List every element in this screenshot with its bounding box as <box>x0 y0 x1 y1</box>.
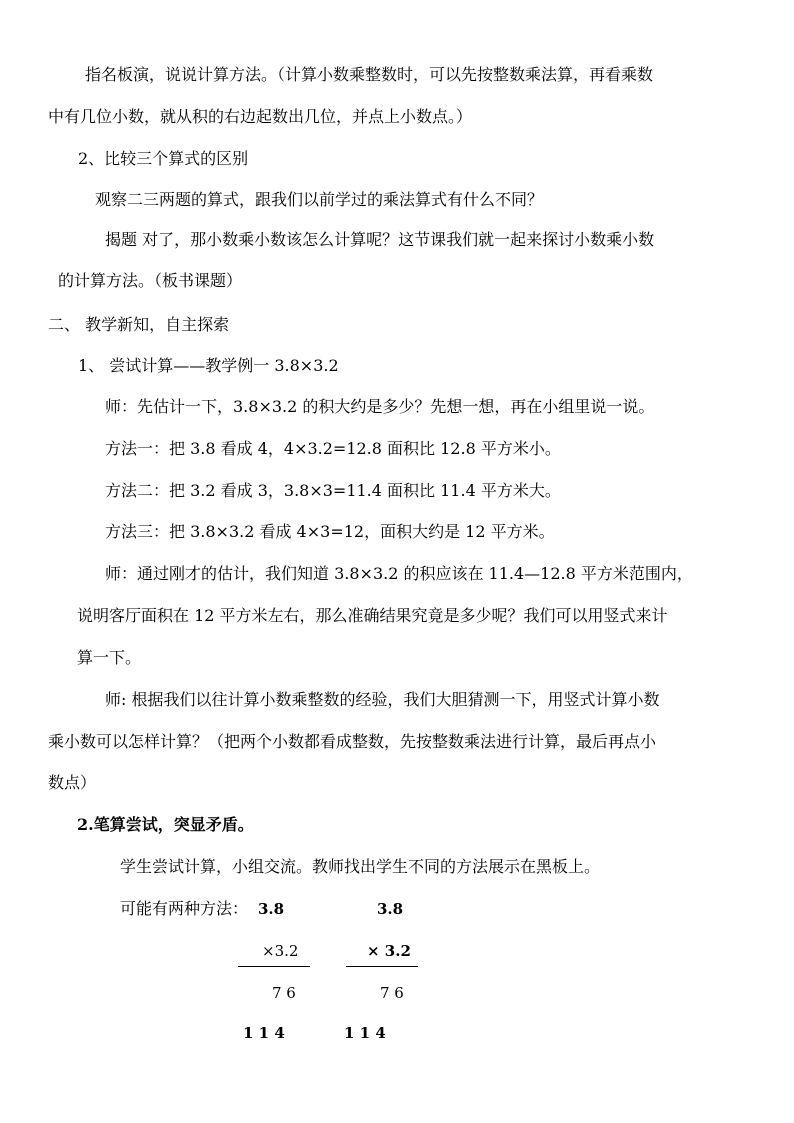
item-2-heading: 2.笔算尝试，突显矛盾。 <box>77 815 254 834</box>
calc-b-partial-1: 7 6 <box>380 984 404 1002</box>
paragraph-4-line-1: 揭题 对了，那小数乘小数该怎么计算呢？这节课我们就一起来探讨小数乘小数 <box>105 230 655 249</box>
possible-methods-label: 可能有两种方法： <box>120 899 249 918</box>
teacher-paragraph-2-line-1: 师：通过刚才的估计，我们知道 3.8×3.2 的积应该在 11.4—12.8 平方米范围内， <box>105 564 693 583</box>
calc-a-underline <box>238 966 310 967</box>
paragraph-3: 观察二三两题的算式，跟我们以前学过的乘法算式有什么不同？ <box>95 190 544 209</box>
teacher-paragraph-3-line-2: 乘小数可以怎样计算？（把两个小数都看成整数，先按整数乘法进行计算，最后再点小 <box>48 732 657 751</box>
calc-b-partial-2: 1 1 4 <box>344 1024 386 1042</box>
student-activity: 学生尝试计算，小组交流。教师找出学生不同的方法展示在黑板上。 <box>120 857 601 876</box>
method-2: 方法二：把 3.2 看成 3，3.8×3=11.4 面积比 11.4 平方米大。 <box>105 481 561 500</box>
paragraph-1-line-2: 中有几位小数，就从积的右边起数出几位，并点上小数点。） <box>48 107 473 126</box>
calc-a-multiplicand: 3.8 <box>258 900 285 918</box>
paragraph-4-line-2: 的计算方法。（板书课题） <box>58 271 243 290</box>
item-1-heading: 1、 尝试计算——教学例一 3.8×3.2 <box>78 356 339 375</box>
calc-a-partial-1: 7 6 <box>272 984 296 1002</box>
paragraph-1-line-1: 指名板演，说说计算方法。（计算小数乘整数时，可以先按整数乘法算，再看乘数 <box>85 65 654 84</box>
calc-a-multiplier: ×3.2 <box>262 942 299 960</box>
calc-b-multiplicand: 3.8 <box>377 900 404 918</box>
teacher-paragraph-2-line-3: 算一下。 <box>77 648 142 667</box>
teacher-paragraph-3-line-3: 数点） <box>48 773 97 792</box>
calc-a-partial-2: 1 1 4 <box>243 1024 285 1042</box>
paragraph-2-heading: 2、比较三个算式的区别 <box>78 149 249 168</box>
teacher-paragraph-2-line-2: 说明客厅面积在 12 平方米左右，那么准确结果究竟是多少呢？我们可以用竖式来计 <box>77 606 668 625</box>
section-2-heading: 二、 教学新知，自主探索 <box>48 315 230 334</box>
teacher-question-1: 师：先估计一下，3.8×3.2 的积大约是多少？先想一想，再在小组里说一说。 <box>105 397 655 416</box>
method-1: 方法一：把 3.8 看成 4，4×3.2=12.8 面积比 12.8 平方米小。 <box>105 439 561 458</box>
method-3: 方法三：把 3.8×3.2 看成 4×3=12，面积大约是 12 平方米。 <box>105 522 555 541</box>
teacher-paragraph-3-line-1: 师: 根据我们以往计算小数乘整数的经验，我们大胆猜测一下，用竖式计算小数 <box>105 690 660 709</box>
calc-b-underline <box>346 966 418 967</box>
calc-b-multiplier: × 3.2 <box>367 942 411 960</box>
